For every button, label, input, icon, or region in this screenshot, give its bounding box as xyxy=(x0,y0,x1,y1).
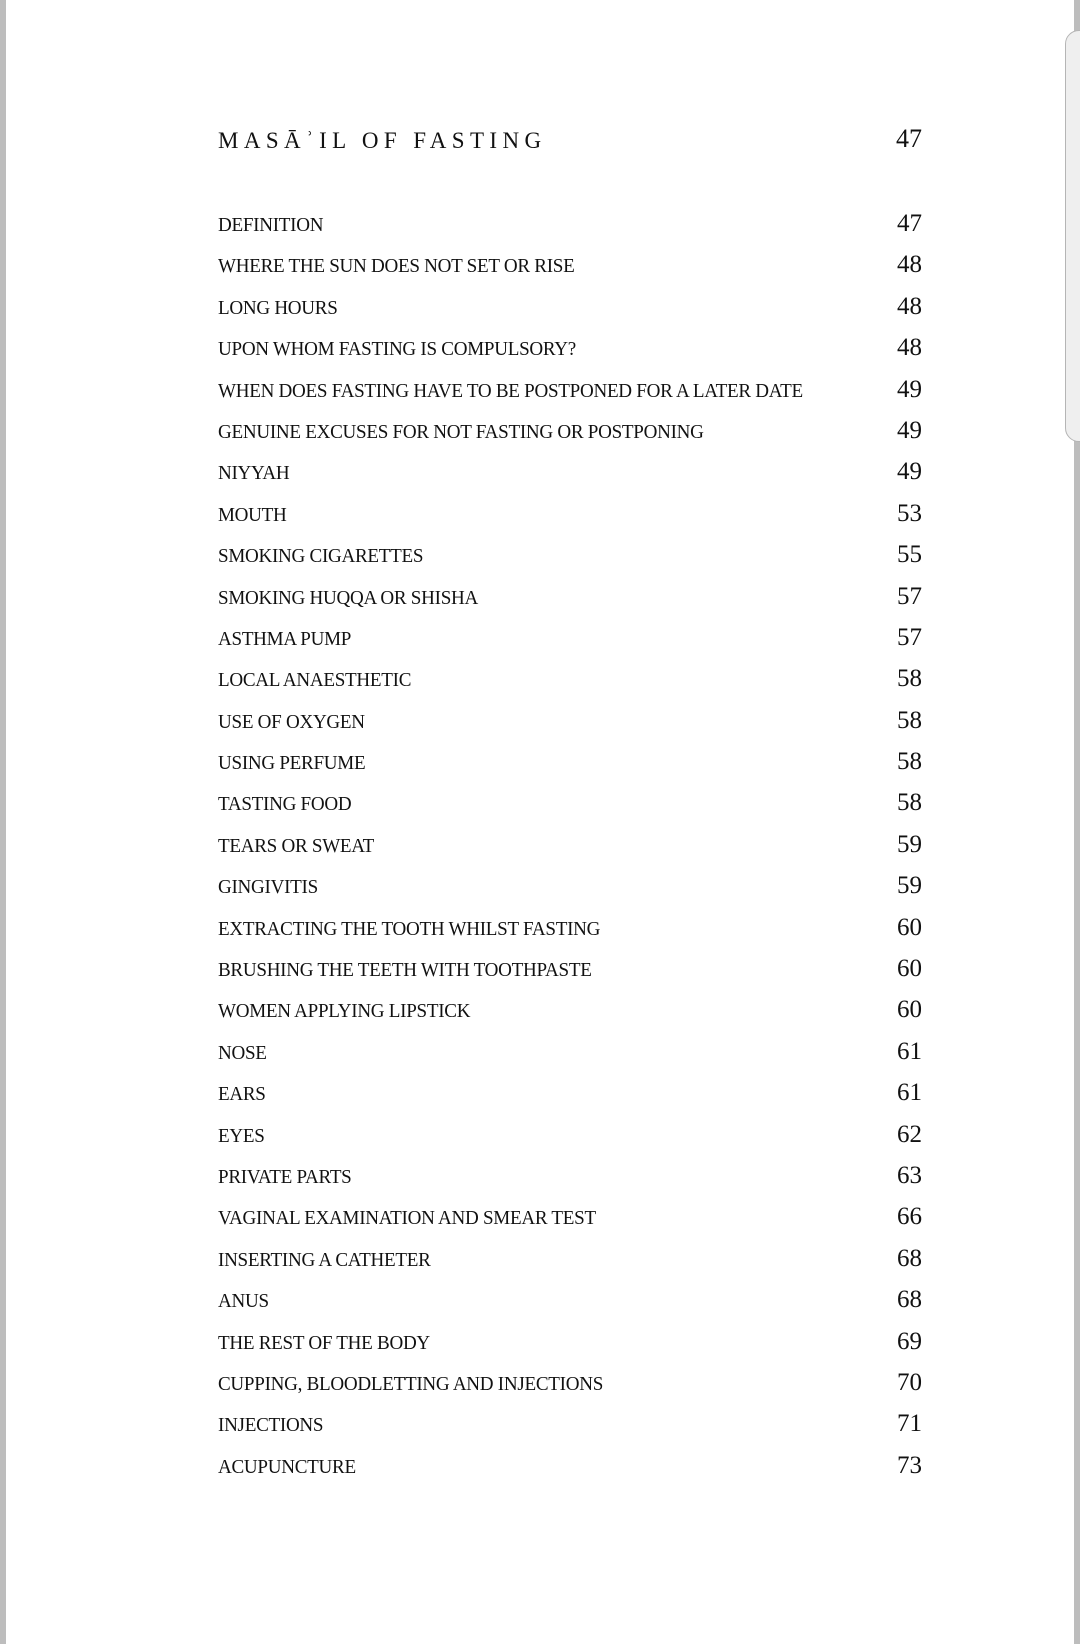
toc-entry-page-number: 59 xyxy=(897,872,922,900)
toc-entry[interactable] xyxy=(218,372,922,413)
toc-entry-page-number: 49 xyxy=(897,375,922,403)
toc-entry-label: WOMEN APPLYING LIPSTICK xyxy=(218,1000,471,1023)
toc-entry-label: GENUINE EXCUSES FOR NOT FASTING OR POSTPONING xyxy=(218,420,704,443)
toc-entry-label: VAGINAL EXAMINATION AND SMEAR TEST xyxy=(218,1207,596,1230)
toc-entry-page-number: 59 xyxy=(897,830,922,858)
toc-entry[interactable] xyxy=(218,1075,922,1116)
toc-entry-label: GINGIVITIS xyxy=(218,876,318,899)
toc-entry-label: SMOKING CIGARETTES xyxy=(218,545,424,568)
toc-entry[interactable] xyxy=(218,1199,922,1240)
section-page-number: 47 xyxy=(896,124,922,153)
toc-section-heading[interactable] xyxy=(218,124,922,160)
toc-entry-label: SMOKING HUQQA OR SHISHA xyxy=(218,586,478,609)
toc-entry[interactable] xyxy=(218,206,922,247)
toc-entry-page-number: 62 xyxy=(897,1120,922,1148)
toc-entry[interactable] xyxy=(218,1034,922,1075)
toc-entry[interactable] xyxy=(218,454,922,495)
toc-entry-page-number: 48 xyxy=(897,334,922,362)
toc-entry-page-number: 60 xyxy=(897,913,922,941)
toc-entry-page-number: 58 xyxy=(897,748,922,776)
toc-entry[interactable] xyxy=(218,413,922,454)
toc-entry-label: USE OF OXYGEN xyxy=(218,710,365,733)
toc-entry-page-number: 49 xyxy=(897,458,922,486)
toc-entry-page-number: 69 xyxy=(897,1327,922,1355)
toc-entry-label: NIYYAH xyxy=(218,462,290,485)
toc-entry-label: NOSE xyxy=(218,1041,267,1064)
toc-entry-page-number: 55 xyxy=(897,541,922,569)
toc-entry-label: LONG HOURS xyxy=(218,296,338,319)
toc-entry[interactable] xyxy=(218,1324,922,1365)
toc-entry[interactable] xyxy=(218,1158,922,1199)
toc-entry-page-number: 48 xyxy=(897,292,922,320)
toc-entry-label: TEARS OR SWEAT xyxy=(218,834,375,857)
toc-entry-label: LOCAL ANAESTHETIC xyxy=(218,669,412,692)
toc-entry[interactable] xyxy=(218,827,922,868)
toc-entry-label: DEFINITION xyxy=(218,214,324,236)
toc-entry-label: WHERE THE SUN DOES NOT SET OR RISE xyxy=(218,255,575,278)
table-of-contents xyxy=(218,206,922,1489)
toc-entry[interactable] xyxy=(218,703,922,744)
toc-entry-label: ASTHMA PUMP xyxy=(218,627,352,650)
toc-entry[interactable] xyxy=(218,1448,922,1489)
toc-entry-label: PRIVATE PARTS xyxy=(218,1165,352,1188)
section-title: MASĀʾIL OF FASTING xyxy=(218,128,547,153)
toc-entry-label: EYES xyxy=(218,1124,265,1147)
toc-entry-label: TASTING FOOD xyxy=(218,793,352,816)
toc-entry[interactable] xyxy=(218,910,922,951)
toc-entry[interactable] xyxy=(218,579,922,620)
toc-entry-page-number: 61 xyxy=(897,1079,922,1107)
scrollbar-thumb[interactable] xyxy=(1065,30,1080,442)
toc-entry[interactable] xyxy=(218,1282,922,1323)
toc-entry-page-number: 58 xyxy=(897,789,922,817)
toc-entry-page-number: 53 xyxy=(897,499,922,527)
toc-entry-page-number: 57 xyxy=(897,582,922,610)
toc-entry-label: UPON WHOM FASTING IS COMPULSORY? xyxy=(218,338,576,361)
toc-entry-label: ANUS xyxy=(218,1290,269,1313)
toc-entry-label: ACUPUNCTURE xyxy=(218,1455,356,1478)
toc-entry[interactable] xyxy=(218,868,922,909)
toc-entry-page-number: 66 xyxy=(897,1203,922,1231)
toc-entry-page-number: 60 xyxy=(897,996,922,1024)
toc-entry[interactable] xyxy=(218,537,922,578)
toc-entry-page-number: 48 xyxy=(897,251,922,279)
toc-entry[interactable] xyxy=(218,744,922,785)
toc-entry-page-number: 68 xyxy=(897,1244,922,1272)
toc-entry[interactable] xyxy=(218,785,922,826)
toc-entry-page-number: 71 xyxy=(897,1410,922,1438)
toc-entry[interactable] xyxy=(218,620,922,661)
toc-entry[interactable] xyxy=(218,1117,922,1158)
toc-entry-label: MOUTH xyxy=(218,503,287,526)
toc-entry[interactable] xyxy=(218,992,922,1033)
toc-entry-page-number: 63 xyxy=(897,1161,922,1189)
toc-entry-label: EXTRACTING THE TOOTH WHILST FASTING xyxy=(218,917,601,940)
toc-entry-page-number: 58 xyxy=(897,665,922,693)
toc-entry-label: THE REST OF THE BODY xyxy=(218,1331,430,1354)
toc-entry[interactable] xyxy=(218,247,922,288)
toc-entry-label: USING PERFUME xyxy=(218,752,366,775)
toc-entry-page-number: 68 xyxy=(897,1286,922,1314)
toc-entry-label: EARS xyxy=(218,1083,266,1106)
toc-entry-page-number: 73 xyxy=(897,1451,922,1479)
toc-entry-page-number: 58 xyxy=(897,706,922,734)
toc-entry-page-number: 61 xyxy=(897,1037,922,1065)
toc-entry[interactable] xyxy=(218,1365,922,1406)
toc-entry[interactable] xyxy=(218,496,922,537)
toc-entry-label: CUPPING, BLOODLETTING AND INJECTIONS xyxy=(218,1372,604,1395)
toc-entry[interactable] xyxy=(218,1241,922,1282)
toc-entry-page-number: 57 xyxy=(897,623,922,651)
toc-entry-page-number: 49 xyxy=(897,416,922,444)
toc-entry[interactable] xyxy=(218,1406,922,1447)
toc-entry-label: INJECTIONS xyxy=(218,1414,324,1437)
toc-entry-label: INSERTING A CATHETER xyxy=(218,1248,431,1271)
toc-entry-page-number: 70 xyxy=(897,1368,922,1396)
toc-entry-label: BRUSHING THE TEETH WITH TOOTHPASTE xyxy=(218,959,592,982)
toc-entry[interactable] xyxy=(218,661,922,702)
toc-entry[interactable] xyxy=(218,951,922,992)
toc-entry-label: WHEN DOES FASTING HAVE TO BE POSTPONED FOR A LATER DATE xyxy=(218,379,803,402)
toc-entry[interactable] xyxy=(218,289,922,330)
toc-entry-page-number: 47 xyxy=(897,210,922,237)
toc-entry[interactable] xyxy=(218,330,922,371)
toc-entry-page-number: 60 xyxy=(897,955,922,983)
